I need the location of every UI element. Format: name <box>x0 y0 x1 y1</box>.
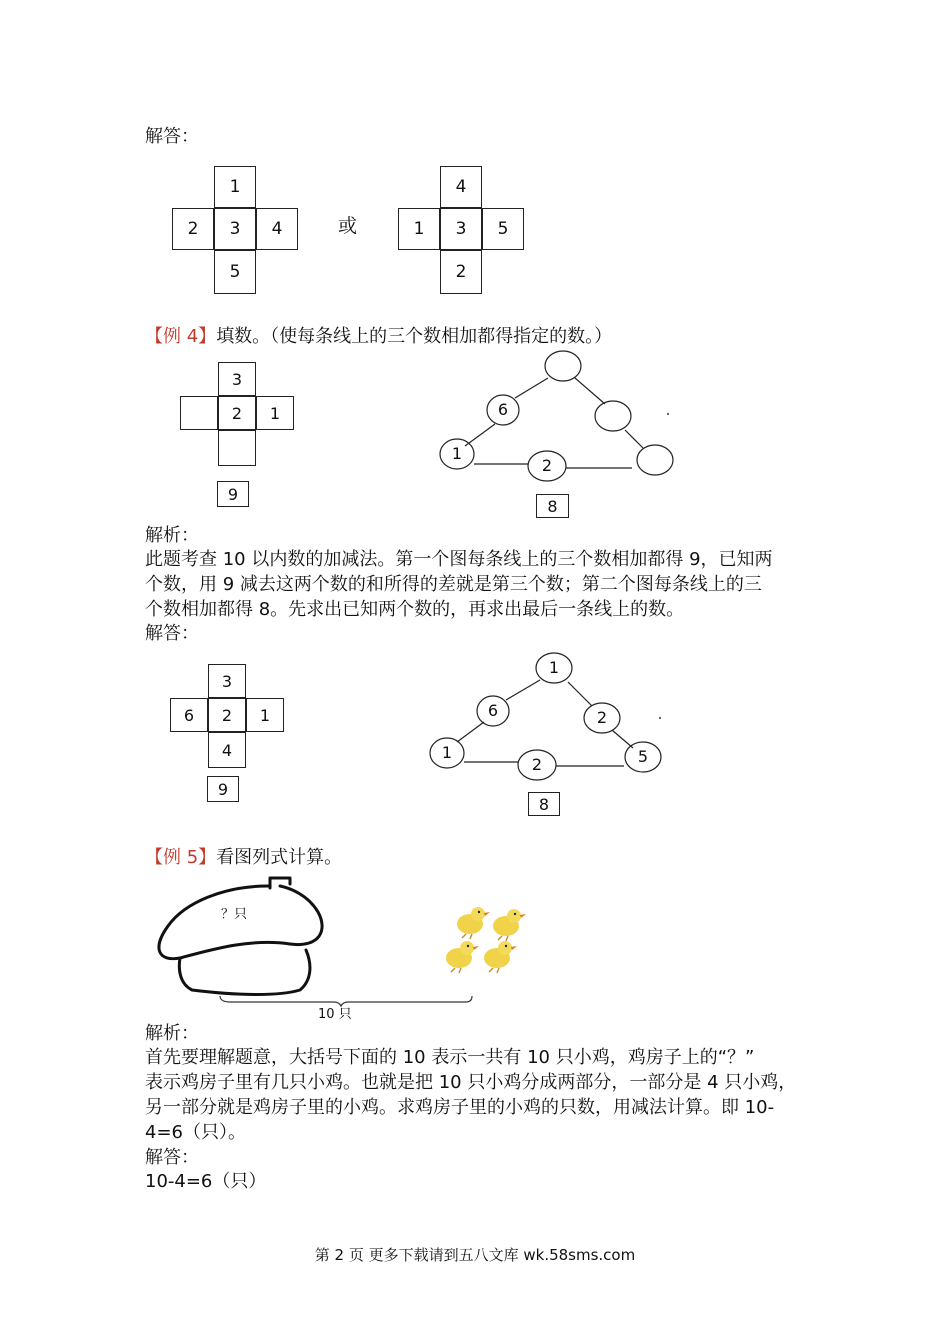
cross-b-left: 1 <box>398 208 440 250</box>
example5-title: 看图列式计算。 <box>216 847 343 868</box>
ex5-analysis-label: 解析： <box>145 1023 199 1044</box>
or-text: 或 <box>338 215 358 237</box>
ex4-cross-center: 2 <box>218 396 256 430</box>
ex4-ans-tri-bottom-right: 5 <box>637 747 649 766</box>
ex4-ans-cross-center: 2 <box>208 698 246 732</box>
brace-label: 10 只 <box>318 1007 352 1022</box>
ex4-ans-tri-mid-left: 6 <box>487 701 499 720</box>
cross-a-left: 2 <box>172 208 214 250</box>
ex4-cross-right: 1 <box>256 396 294 430</box>
ex4-ans-tri-top: 1 <box>548 658 560 677</box>
ex5-analysis-line-4: 4=6（只）。 <box>145 1122 246 1143</box>
cross-a-right: 4 <box>256 208 298 250</box>
ex4-tri-bottom-left: 1 <box>451 444 463 463</box>
cross-a-bottom: 5 <box>214 250 256 294</box>
ex4-answer-label: 解答： <box>145 623 199 644</box>
ex5-analysis-line-1: 首先要理解题意，大括号下面的 10 表示一共有 10 只小鸡，鸡房子上的“？” <box>145 1047 755 1068</box>
example5-tag: 【例 5】 <box>145 847 217 868</box>
chick-icon <box>493 909 526 941</box>
ex5-answer: 10-4=6（只） <box>145 1171 267 1192</box>
ex4-ans-cross-bottom: 4 <box>208 732 246 768</box>
ex5-analysis-line-2: 表示鸡房子里有几只小鸡。也就是把 10 只小鸡分成两部分，一部分是 4 只小鸡， <box>145 1072 797 1093</box>
ex4-ans-cross-target: 9 <box>207 776 239 802</box>
ex5-analysis-line-3: 另一部分就是鸡房子里的小鸡。求鸡房子里的小鸡的只数，用减法计算。即 10- <box>145 1097 775 1118</box>
ex4-tri-bottom-mid: 2 <box>541 456 553 475</box>
ex4-ans-tri-bottom-left: 1 <box>441 743 453 762</box>
ex4-ans-cross-right: 1 <box>246 698 284 732</box>
cross-b-center: 3 <box>440 208 482 250</box>
page-footer: 第 2 页 更多下载请到五八文库 wk.58sms.com <box>314 1246 636 1264</box>
ex4-cross-top: 3 <box>218 362 256 396</box>
ex4-ans-tri-mid-right: 2 <box>596 708 608 727</box>
ex4-ans-cross-left: 6 <box>170 698 208 732</box>
ex4-ans-cross-top: 3 <box>208 664 246 698</box>
ex4-cross-target: 9 <box>217 481 249 507</box>
example4-tag: 【例 4】 <box>145 326 217 347</box>
chick-icon <box>484 941 517 973</box>
example4-title: 填数。（使每条线上的三个数相加都得指定的数。） <box>216 326 613 347</box>
cross-b-right: 5 <box>482 208 524 250</box>
ex4-tri-mid-left: 6 <box>497 400 509 419</box>
ex4-tri-target: 8 <box>536 494 569 518</box>
chick-icon <box>446 941 479 973</box>
cross-b-bottom: 2 <box>440 250 482 294</box>
ex4-analysis-label: 解析： <box>145 525 199 546</box>
chick-icon <box>457 907 490 939</box>
ex5-answer-label: 解答： <box>145 1147 199 1168</box>
ex4-analysis-line-3: 个数相加都得 8。先求出已知两个数的，再求出最后一条线上的数。 <box>145 599 685 620</box>
house-label: ？只 <box>221 907 248 922</box>
cross-b-top: 4 <box>440 166 482 208</box>
ex4-ans-tri-target: 8 <box>528 792 560 816</box>
ex4-analysis-line-2: 个数，用 9 减去这两个数的和所得的差就是第三个数；第二个图每条线上的三 <box>145 574 762 595</box>
answer-label-top: 解答： <box>145 126 199 147</box>
cross-a-center: 3 <box>214 208 256 250</box>
ex4-analysis-line-1: 此题考查 10 以内数的加减法。第一个图每条线上的三个数相加都得 9，已知两 <box>145 549 773 570</box>
cross-a-top: 1 <box>214 166 256 208</box>
ex4-ans-tri-bottom-mid: 2 <box>531 755 543 774</box>
